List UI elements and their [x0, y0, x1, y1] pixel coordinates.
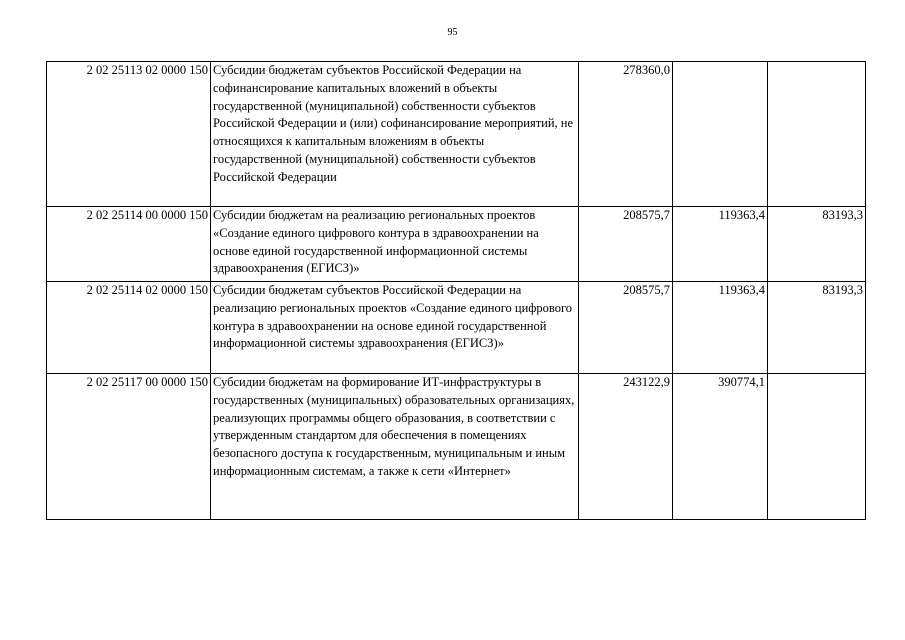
value-cell-1: 243122,9 — [579, 374, 673, 520]
value-cell-1: 278360,0 — [579, 62, 673, 207]
budget-code-cell: 2 02 25114 02 0000 150 — [47, 282, 211, 374]
value-cell-2: 119363,4 — [673, 282, 768, 374]
page-number: 95 — [447, 27, 458, 38]
table-row — [47, 62, 866, 207]
table-row — [47, 207, 866, 282]
value-cell-3: 83193,3 — [768, 207, 866, 282]
value-cell-3 — [768, 374, 866, 520]
value-cell-2: 390774,1 — [673, 374, 768, 520]
table-row — [47, 374, 866, 520]
description-cell: Субсидии бюджетам субъектов Российской Федерации на реализацию региональных проектов «Создание единого цифрового контура в здравоохранении на основе единой государственной информационной системы здравоохранения (ЕГИСЗ)» — [211, 282, 579, 374]
table-row — [47, 282, 866, 374]
value-cell-3 — [768, 62, 866, 207]
value-cell-2: 119363,4 — [673, 207, 768, 282]
description-cell: Субсидии бюджетам на реализацию региональных проектов «Создание единого цифрового контура в здравоохранении на основе единой государственной информационной системы здравоохранения (ЕГИСЗ)» — [211, 207, 579, 282]
value-cell-2 — [673, 62, 768, 207]
value-cell-3: 83193,3 — [768, 282, 866, 374]
value-cell-1: 208575,7 — [579, 282, 673, 374]
description-cell: Субсидии бюджетам на формирование ИТ-инфраструктуры в государственных (муниципальных) образовательных организациях, реализующих программы общего образования, в соответствии с утвержденным стандартом для обеспечения в помещениях безопасного доступа к государственным, муниципальным и иным информационным системам, а также к сети «Интернет» — [211, 374, 579, 520]
budget-table — [46, 61, 866, 520]
value-cell-1: 208575,7 — [579, 207, 673, 282]
description-cell: Субсидии бюджетам субъектов Российской Федерации на софинансирование капитальных вложений в объекты государственной (муниципальной) собственности субъектов Российской Федерации и (или) софинансирование мероприятий, не относящихся к капитальным вложениям в объекты государственной (муниципальной) собственности субъектов Российской Федерации — [211, 62, 579, 207]
budget-code-cell: 2 02 25117 00 0000 150 — [47, 374, 211, 520]
budget-code-cell: 2 02 25114 00 0000 150 — [47, 207, 211, 282]
budget-code-cell: 2 02 25113 02 0000 150 — [47, 62, 211, 207]
